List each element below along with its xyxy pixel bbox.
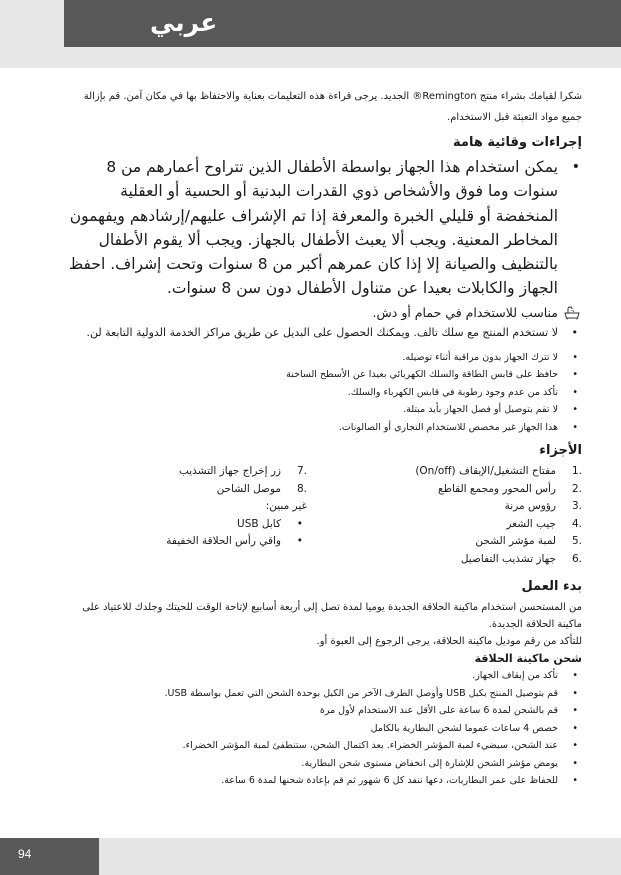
parts-heading: الأجزاء [539,443,582,459]
list-item-text: قم بالشحن لمدة 6 ساعة على الأقل عند الاستخدام لأول مرة [319,705,558,717]
bathtub-icon [564,306,580,320]
part-label: مفتاح التشغيل/الإيقاف (On/off) [415,465,556,478]
part-number: 4. [571,517,582,530]
page-number: 94 [18,847,32,861]
safety-main-list [64,155,582,301]
getting-started-heading: بدء العمل [521,579,582,595]
manual-content [64,86,582,790]
parts-list [64,463,582,568]
list-item-text: حافظ على قابس الطاقة والسلك الكهربائي بعيدا عن الأسطح الساخنة [286,369,558,381]
part-label: جيب الشعر [506,517,556,530]
part-label: لمبة مؤشر الشحن [475,535,556,548]
bullet-icon: • [572,722,578,734]
not-shown-label: غير مبين: [265,500,307,513]
not-shown-item-text: كابل USB [237,517,281,530]
list-item [64,702,582,720]
list-item [64,349,582,367]
list-item-text: خصص 4 ساعات عموما لشحن البطارية بالكامل [370,722,558,734]
not-shown-item [64,533,307,551]
bullet-icon: • [296,535,303,548]
part-item [307,551,582,569]
cord-item [64,323,582,343]
bullet-icon: • [572,740,578,752]
list-item [64,401,582,419]
part-number: 2. [571,482,582,495]
part-number: 1. [571,465,582,478]
part-label: رأس المحور ومجمع القاطع [438,482,556,495]
part-number: 8. [296,482,307,495]
list-item [64,685,582,703]
parts-column-left [64,463,307,568]
part-item [307,481,582,499]
part-label: موصل الشاحن [216,482,281,495]
charging-heading: شحن ماكينة الحلاقة [474,652,582,666]
list-item-text: لا تقم بتوصيل أو فصل الجهاز بأيد مبتلة. [403,404,558,416]
safety-heading: إجراءات وقائية هامة [453,135,582,150]
getting-started-paragraph-2: للتأكد من رقم موديل ماكينة الحلاقة، يرجى الرجوع إلى العبوة أو. [316,636,582,648]
getting-started-paragraph-1: من المستحسن استخدام ماكينة الحلاقة الجديدة يوميا لمدة تصل إلى أربعة أسابيع لإتاحة الوقت للحيتك وجلدك للاعتياد على ماكينة الحلاقة الجديدة. [82,602,582,631]
list-item-text: لا تترك الجهاز بدون مراقبة أثناء توصيله. [402,351,558,363]
safety-small-list [64,349,582,437]
list-item [64,419,582,437]
part-item [64,463,307,481]
list-item [64,384,582,402]
parts-column-right [307,463,582,568]
intro-paragraph: شكرا لقيامك بشراء منتج Remington® الجديد. يرجى قراءة هذه التعليمات بعناية والاحتفاظ بها في مكان آمن. قم بإزالة جميع مواد التعبئة قبل الاستخدام. [83,91,582,123]
cord-list [64,323,582,343]
part-item [307,463,582,481]
part-item [307,516,582,534]
part-label: جهاز تشذيب التفاصيل [460,552,556,565]
bullet-icon: • [296,517,303,530]
safety-main-item [64,155,582,301]
list-item [64,737,582,755]
list-item-text: هذا الجهاز غير مخصص للاستخدام التجاري أو الصالونات. [338,421,558,433]
bullet-icon: • [572,404,578,416]
list-item-text: تأكد من إيقاف الجهاز. [472,670,558,682]
list-item-text: للحفاظ على عمر البطاريات، دعها تنفد كل 6 شهور ثم قم بإعادة شحنها لمدة 6 ساعة. [221,775,558,787]
bath-note [64,303,582,323]
part-number: 5. [571,535,582,548]
part-item [307,533,582,551]
bullet-icon: • [572,775,578,787]
list-item [64,772,582,790]
bullet-icon: • [571,325,578,339]
list-item-text: تأكد من عدم وجود رطوبة في قابس الكهرباء والسلك. [347,386,558,398]
list-item-text: قم بتوصيل المنتج بكبل USB وأوصل الطرف الآخر من الكبل بوحدة الشحن التي تعمل بواسطة USB. [164,687,558,699]
part-label: رؤوس مرنة [504,500,556,513]
part-item [64,481,307,499]
language-title: عربي [150,8,218,37]
part-number: 6. [571,552,582,565]
bullet-icon: • [572,705,578,717]
not-shown-item-text: واقي رأس الحلاقة الخفيفة [166,535,281,548]
list-item-text: عند الشحن، سيضيء لمبة المؤشر الخضراء. بعد اكتمال الشحن، ستنطفئ لمبة المؤشر الخضراء. [182,740,558,752]
part-number: 7. [296,465,307,478]
not-shown-item [64,516,307,534]
part-number: 3. [571,500,582,513]
bullet-icon: • [572,386,578,398]
bullet-icon: • [572,421,578,433]
part-label: زر إخراج جهاز التشذيب [178,465,281,478]
list-item [64,366,582,384]
page-number-box [0,838,99,875]
cord-item-text: لا تستخدم المنتج مع سلك تالف. ويمكنك الحصول على البديل عن طريق مراكز الخدمة الدولية التابعة لن. [86,325,558,339]
list-item-text: يومض مؤشر الشحن للإشارة إلى انخفاض مستوى شحن البطارية. [301,757,558,769]
list-item [64,720,582,738]
bath-note-text: مناسب للاستخدام في حمام أو دش. [372,304,558,320]
bullet-icon: • [572,757,578,769]
part-item [307,498,582,516]
list-item [64,667,582,685]
footer-band [99,838,621,875]
bullet-icon: • [571,159,580,175]
bullet-icon: • [572,687,578,699]
bullet-icon: • [572,351,578,363]
safety-main-text: يمكن استخدام هذا الجهاز بواسطة الأطفال الذين تتراوح أعمارهم من 8 سنوات وما فوق والأشخاص ذوي القدرات البدنية أو الحسية أو العقلية المنخفضة أو قليلي الخبرة والمعرفة إذا تم الإشراف عليهم/إرشادهم ويفهمون المخاطر المعنية. ويجب ألا يعبث الأطفال بالجهاز. ويجب ألا يقوم الأطفال بالتنظيف والصيانة إلا إذا كان عمرهم أكبر من 8 سنوات وتحت إشراف. احفظ الجهاز والكابلات بعيدا عن متناول الأطفال دون سن 8 سنوات. [68,158,558,298]
charging-list [64,667,582,790]
bullet-icon: • [572,369,578,381]
bullet-icon: • [572,670,578,682]
language-title-bar [64,0,621,47]
list-item [64,755,582,773]
header-band [0,0,621,68]
